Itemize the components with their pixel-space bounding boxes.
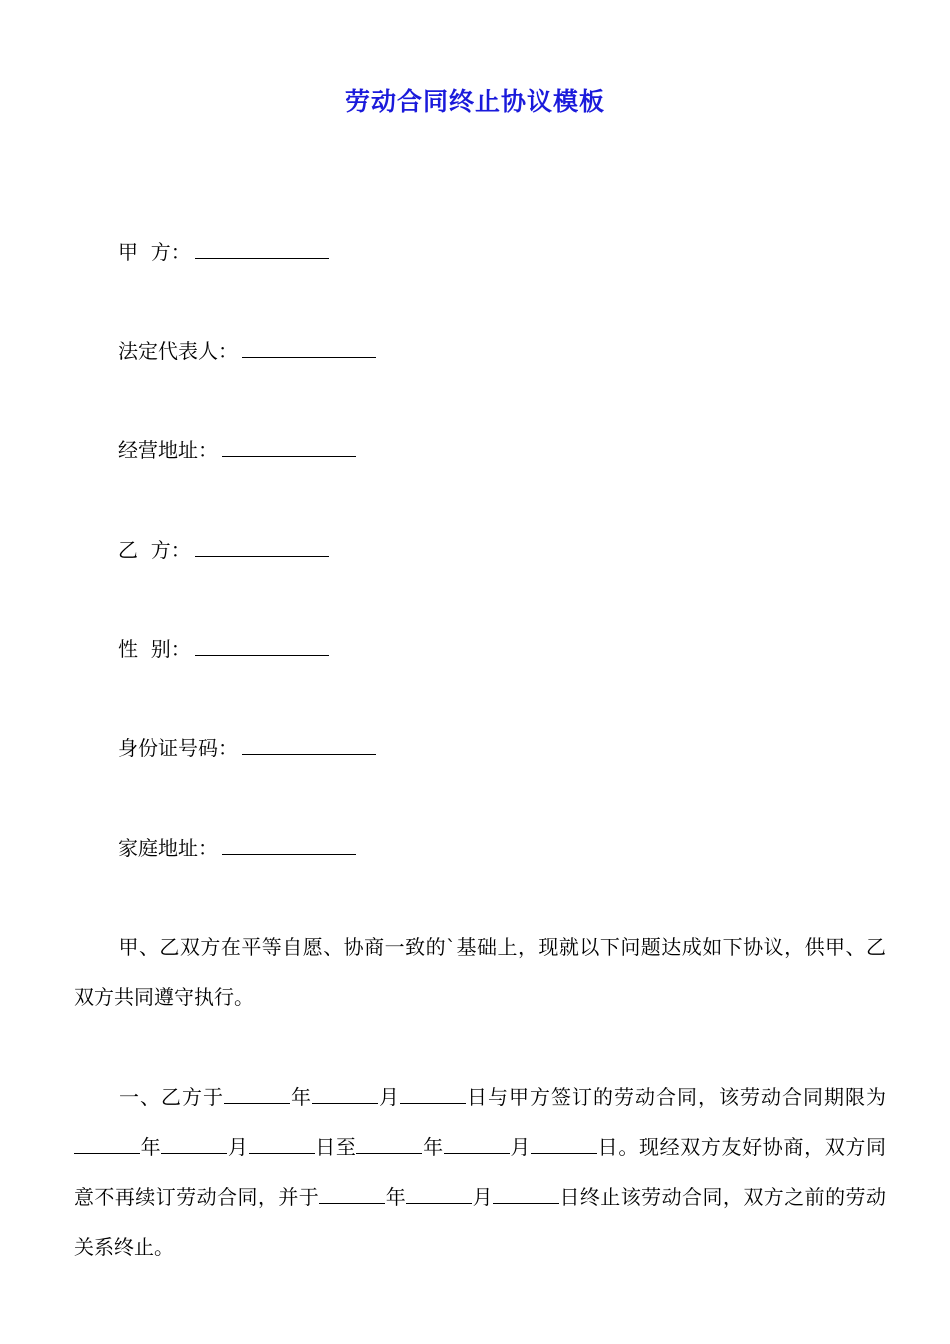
label-year: 年	[290, 1085, 312, 1109]
field-gender-blank[interactable]	[195, 637, 329, 656]
field-gender	[118, 635, 329, 663]
clause-1-signed: 日与甲方签订的劳动合同，该劳动合同期限为	[466, 1085, 886, 1109]
blank-start-year[interactable]	[74, 1135, 140, 1154]
field-id-number-label: 身份证号码：	[118, 736, 238, 760]
field-id-number-blank[interactable]	[242, 736, 376, 755]
field-business-address-blank[interactable]	[222, 438, 356, 457]
blank-end-day[interactable]	[531, 1135, 597, 1154]
field-party-a	[118, 238, 329, 266]
field-business-address-label: 经营地址：	[118, 438, 218, 462]
clause-1-to: 日至	[314, 1135, 357, 1159]
field-legal-rep	[118, 337, 376, 365]
field-gender-label: 性 别：	[118, 637, 191, 661]
field-party-b-label: 乙 方：	[118, 538, 191, 562]
label-year: 年	[422, 1135, 444, 1159]
blank-sign-year[interactable]	[224, 1085, 290, 1104]
blank-terminate-year[interactable]	[319, 1185, 385, 1204]
field-legal-rep-label: 法定代表人：	[118, 339, 238, 363]
field-party-b	[118, 536, 329, 564]
field-home-address-blank[interactable]	[222, 836, 356, 855]
intro-paragraph	[74, 922, 886, 1022]
field-party-a-blank[interactable]	[195, 240, 329, 259]
blank-sign-day[interactable]	[400, 1085, 466, 1104]
label-month: 月	[472, 1185, 493, 1209]
blank-start-month[interactable]	[161, 1135, 227, 1154]
blank-sign-month[interactable]	[312, 1085, 378, 1104]
field-party-a-label: 甲 方：	[118, 240, 191, 264]
label-month: 月	[227, 1135, 249, 1159]
field-id-number	[118, 734, 376, 762]
label-month: 月	[509, 1135, 532, 1159]
blank-start-day[interactable]	[249, 1135, 315, 1154]
label-year: 年	[385, 1185, 407, 1209]
blank-terminate-day[interactable]	[493, 1185, 559, 1204]
blank-end-month[interactable]	[444, 1135, 510, 1154]
document-title: 劳动合同终止协议模板	[344, 87, 605, 116]
field-home-address-label: 家庭地址：	[118, 836, 218, 860]
field-legal-rep-blank[interactable]	[242, 339, 376, 358]
clause-1-terminate: 日终止该劳动合同，双方之前的劳动关系终止。	[74, 1185, 886, 1259]
field-party-b-blank[interactable]	[195, 538, 329, 557]
clause-1-paragraph	[74, 1072, 886, 1272]
field-business-address	[118, 436, 356, 464]
field-home-address	[118, 834, 356, 862]
blank-end-year[interactable]	[356, 1135, 422, 1154]
clause-1-start: 一、乙方于	[118, 1085, 224, 1109]
label-month: 月	[378, 1085, 400, 1109]
clause-1-end: 日。现经双方友好协商，双方同意不再续订劳动合同，并于	[74, 1135, 887, 1209]
intro-text: 甲、乙双方在平等自愿、协商一致的`基础上，现就以下问题达成如下协议，供甲、乙双方共同遵守执行。	[74, 935, 886, 1009]
label-year: 年	[140, 1135, 162, 1159]
blank-terminate-month[interactable]	[406, 1185, 472, 1204]
